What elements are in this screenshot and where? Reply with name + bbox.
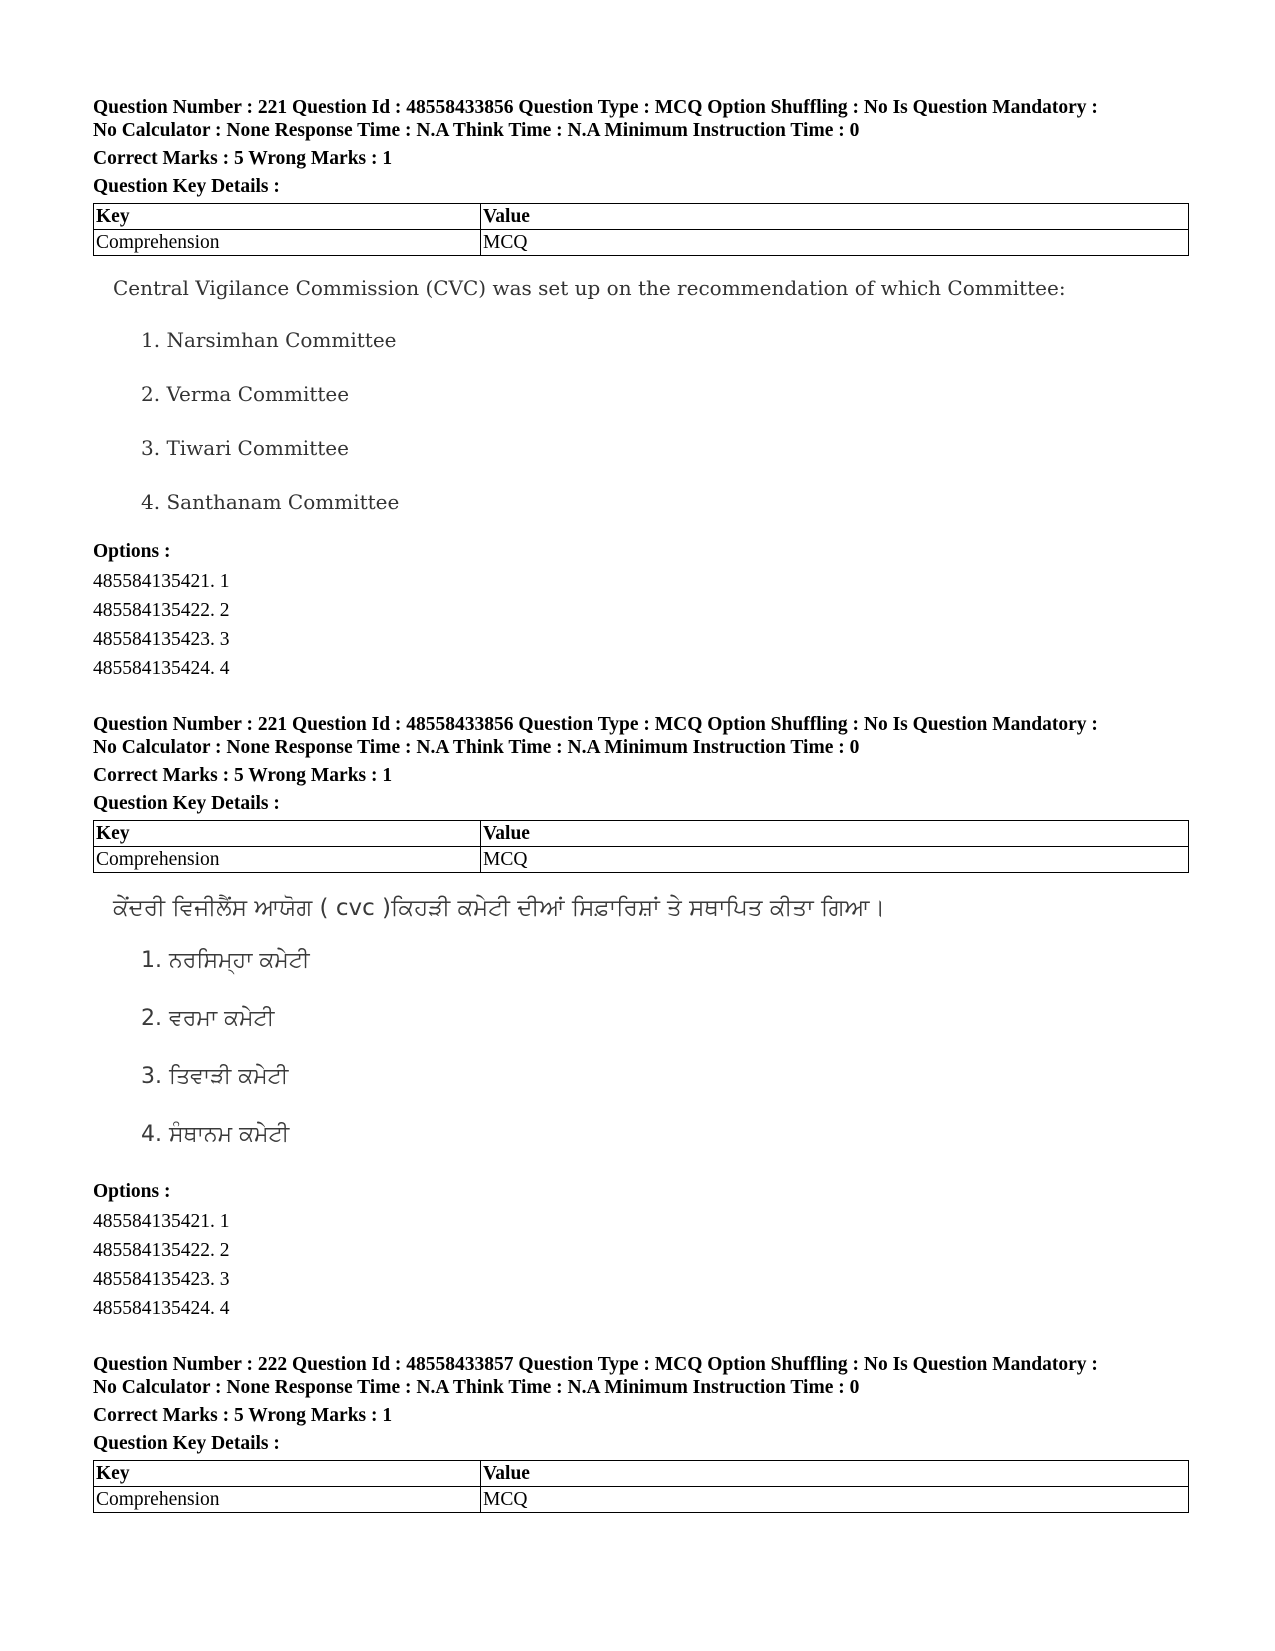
question-block-221-punjabi <box>93 713 1189 1155</box>
table-header-key: Key <box>94 821 481 847</box>
table-cell-key: Comprehension <box>94 1487 481 1513</box>
key-details-label: Question Key Details : <box>93 1433 280 1454</box>
question-stem: Central Vigilance Commission (CVC) was set up on the recommendation of which Committee: <box>113 276 1066 300</box>
question-meta-line-2: No Calculator : None Response Time : N.A Think Time : N.A Minimum Instruction Time : 0 <box>93 737 860 758</box>
question-stem: ਕੇਂਦਰੀ ਵਿਜੀਲੈਂਸ ਆਯੋਗ ( cvc )ਕਿਹੜੀ ਕਮੇਟੀ ਦੀਆਂ ਸਿਫ਼ਾਰਿਸ਼ਾਂ ਤੇ ਸਥਾਪਿਤ ਕੀਤਾ ਗਿਆ। <box>113 895 885 921</box>
question-image <box>93 276 1189 526</box>
option-item: 485584135422. 2 <box>93 600 230 621</box>
marks-line: Correct Marks : 5 Wrong Marks : 1 <box>93 1405 393 1426</box>
question-meta-line-2: No Calculator : None Response Time : N.A Think Time : N.A Minimum Instruction Time : 0 <box>93 120 860 141</box>
table-header-row <box>94 1461 1189 1487</box>
stem-option: 2. Verma Committee <box>141 382 350 406</box>
option-item: 485584135421. 1 <box>93 571 230 592</box>
table-cell-key: Comprehension <box>94 230 481 256</box>
options-label: Options : <box>93 1181 171 1202</box>
table-row <box>94 847 1189 873</box>
stem-option: 1. ਨਰਸਿਮ੍ਹਾ ਕਮੇਟੀ <box>141 948 310 973</box>
stem-option: 4. Santhanam Committee <box>141 490 400 514</box>
table-header-key: Key <box>94 1461 481 1487</box>
options-list <box>93 1207 1189 1323</box>
options-section-2 <box>93 1180 1189 1323</box>
stem-option-list <box>141 328 1189 526</box>
key-details-label: Question Key Details : <box>93 176 280 197</box>
question-image <box>93 895 1189 1155</box>
question-block-222 <box>93 1353 1189 1513</box>
table-cell-key: Comprehension <box>94 847 481 873</box>
options-list <box>93 567 1189 683</box>
stem-option: 3. ਤਿਵਾੜੀ ਕਮੇਟੀ <box>141 1064 289 1089</box>
question-meta <box>93 713 1189 759</box>
option-item: 485584135424. 4 <box>93 658 230 679</box>
table-header-row <box>94 821 1189 847</box>
table-header-row <box>94 204 1189 230</box>
table-row <box>94 1487 1189 1513</box>
stem-option: 1. Narsimhan Committee <box>141 328 397 352</box>
options-label: Options : <box>93 541 171 562</box>
table-row <box>94 230 1189 256</box>
stem-option: 2. ਵਰਮਾ ਕਮੇਟੀ <box>141 1006 275 1031</box>
key-details-table <box>93 1460 1189 1513</box>
option-item: 485584135423. 3 <box>93 1269 230 1290</box>
table-header-value: Value <box>481 204 1189 230</box>
question-meta-line-1: Question Number : 221 Question Id : 48558433856 Question Type : MCQ Option Shuffling : No Is Question Mandatory : <box>93 714 1098 735</box>
table-header-value: Value <box>481 1461 1189 1487</box>
key-details-label: Question Key Details : <box>93 793 280 814</box>
question-block-221-english <box>93 96 1189 526</box>
key-details-table <box>93 203 1189 256</box>
question-meta-line-2: No Calculator : None Response Time : N.A Think Time : N.A Minimum Instruction Time : 0 <box>93 1377 860 1398</box>
question-meta-line-1: Question Number : 222 Question Id : 48558433857 Question Type : MCQ Option Shuffling : No Is Question Mandatory : <box>93 1354 1098 1375</box>
stem-option: 3. Tiwari Committee <box>141 436 349 460</box>
key-details-table <box>93 820 1189 873</box>
question-meta <box>93 1353 1189 1399</box>
stem-option: 4. ਸੰਥਾਨਮ ਕਮੇਟੀ <box>141 1122 290 1147</box>
option-item: 485584135424. 4 <box>93 1298 230 1319</box>
table-cell-value: MCQ <box>481 1487 1189 1513</box>
marks-line: Correct Marks : 5 Wrong Marks : 1 <box>93 148 393 169</box>
option-item: 485584135423. 3 <box>93 629 230 650</box>
table-cell-value: MCQ <box>481 230 1189 256</box>
question-meta <box>93 96 1189 142</box>
table-cell-value: MCQ <box>481 847 1189 873</box>
marks-line: Correct Marks : 5 Wrong Marks : 1 <box>93 765 393 786</box>
option-item: 485584135421. 1 <box>93 1211 230 1232</box>
table-header-key: Key <box>94 204 481 230</box>
table-header-value: Value <box>481 821 1189 847</box>
options-section-1 <box>93 540 1189 683</box>
stem-option-list <box>141 947 1189 1155</box>
question-meta-line-1: Question Number : 221 Question Id : 48558433856 Question Type : MCQ Option Shuffling : No Is Question Mandatory : <box>93 97 1098 118</box>
option-item: 485584135422. 2 <box>93 1240 230 1261</box>
